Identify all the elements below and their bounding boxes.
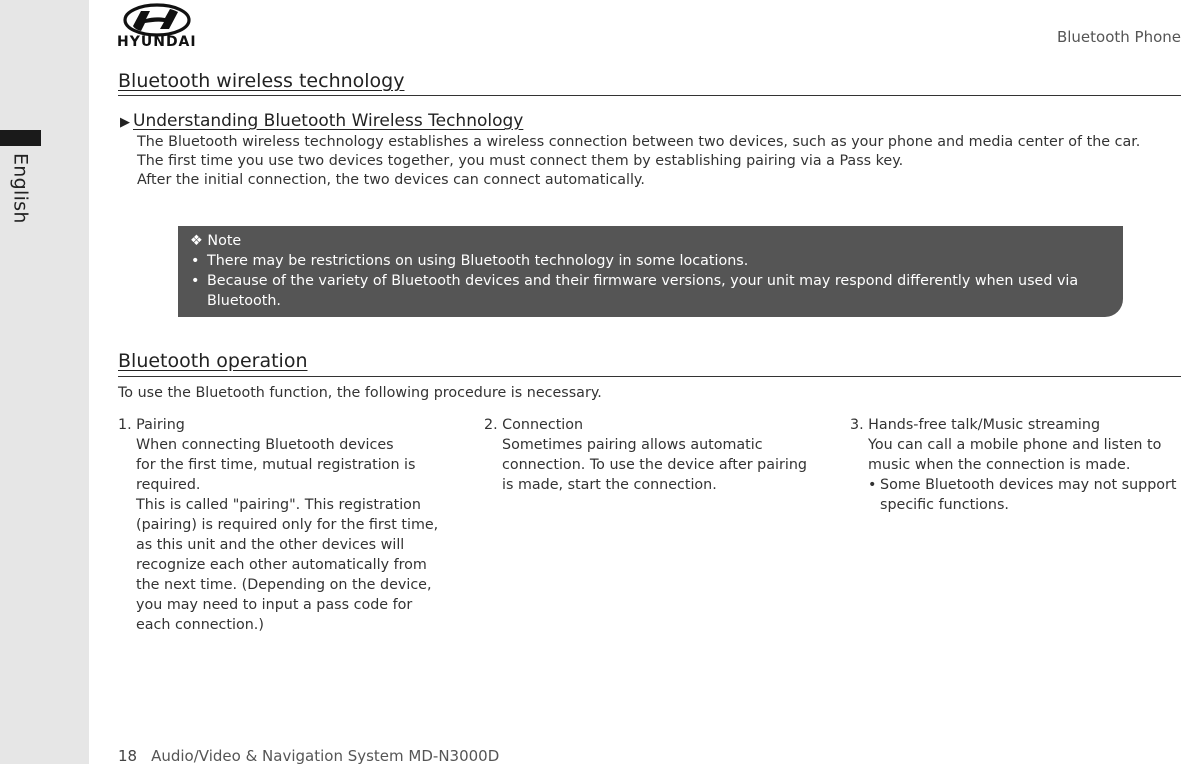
intro-paragraphs: [137, 133, 1181, 190]
intro-paragraph: The first time you use two devices together, you must connect them by establishing pairing via a Pass key.: [137, 153, 904, 169]
subheading-understanding: [120, 111, 523, 131]
step-heading: 3. Hands-free talk/Music streaming: [850, 417, 1101, 433]
section-divider-1: [118, 95, 1181, 96]
step-line: You can call a mobile phone and listen to: [868, 437, 1162, 453]
note-heading: [190, 231, 1103, 251]
step-line: recognize each other automatically from: [136, 557, 427, 573]
page-number: 18: [118, 747, 138, 764]
step-line: you may need to input a pass code for: [136, 597, 413, 613]
bullet-dot-icon: •: [868, 477, 877, 493]
step-line: for the first time, mutual registration is: [136, 457, 416, 473]
brand-wordmark: HYUNDAI: [117, 34, 197, 50]
step-line: This is called "pairing". This registration: [136, 497, 421, 513]
step-connection: [484, 415, 824, 495]
bullet-line: specific functions.: [880, 497, 1009, 513]
section-divider-2: [118, 376, 1181, 377]
step-line: When connecting Bluetooth devices: [136, 437, 394, 453]
step-line: each connection.): [136, 617, 264, 633]
side-strip: [0, 0, 89, 764]
step-line: as this unit and the other devices will: [136, 537, 405, 553]
subheading-text: Understanding Bluetooth Wireless Technology: [133, 111, 524, 131]
step-body: [118, 435, 458, 635]
manual-title: Audio/Video & Navigation System MD-N3000D: [151, 747, 500, 764]
page-footer: [118, 747, 499, 764]
bullet-dot-icon: •: [191, 253, 200, 269]
note-title: Note: [207, 233, 242, 249]
intro-paragraph: The Bluetooth wireless technology establishes a wireless connection between two devices, such as your phone and media center of the car.: [137, 134, 1141, 150]
step-line: required.: [136, 477, 201, 493]
step-line: is made, start the connection.: [502, 477, 717, 493]
note-diamond-icon: ❖: [190, 233, 208, 249]
note-item-text: Because of the variety of Bluetooth devices and their firmware versions, your unit may respond differently when used via Bluetooth.: [207, 273, 1079, 309]
step-body: [484, 435, 824, 495]
step-line: music when the connection is made.: [868, 457, 1131, 473]
operation-lead-text: To use the Bluetooth function, the following procedure is necessary.: [118, 385, 602, 401]
intro-paragraph: After the initial connection, the two devices can connect automatically.: [137, 172, 645, 188]
section-title-wireless-technology: Bluetooth wireless technology: [118, 70, 405, 92]
step-pairing: [118, 415, 458, 635]
step-bullet: [868, 475, 1181, 515]
triangle-bullet-icon: ▶: [120, 115, 130, 130]
language-tab-label: English: [9, 153, 32, 224]
step-hands-free: [850, 415, 1181, 515]
section-title-operation: Bluetooth operation: [118, 350, 308, 372]
language-tab-marker: [0, 130, 41, 146]
note-box: [178, 226, 1123, 317]
note-item-text: There may be restrictions on using Bluetooth technology in some locations.: [207, 253, 749, 269]
step-heading: 1. Pairing: [118, 417, 185, 433]
step-heading: 2. Connection: [484, 417, 584, 433]
step-line: connection. To use the device after pairing: [502, 457, 807, 473]
step-body: [850, 435, 1181, 515]
step-line: Sometimes pairing allows automatic: [502, 437, 763, 453]
bullet-line: Some Bluetooth devices may not support: [880, 477, 1177, 493]
note-item: [190, 271, 1103, 311]
header-section-title: Bluetooth Phone: [1056, 28, 1181, 46]
bullet-dot-icon: •: [191, 273, 200, 289]
note-item: [190, 251, 1103, 271]
step-line: (pairing) is required only for the first time,: [136, 517, 439, 533]
step-line: the next time. (Depending on the device,: [136, 577, 432, 593]
